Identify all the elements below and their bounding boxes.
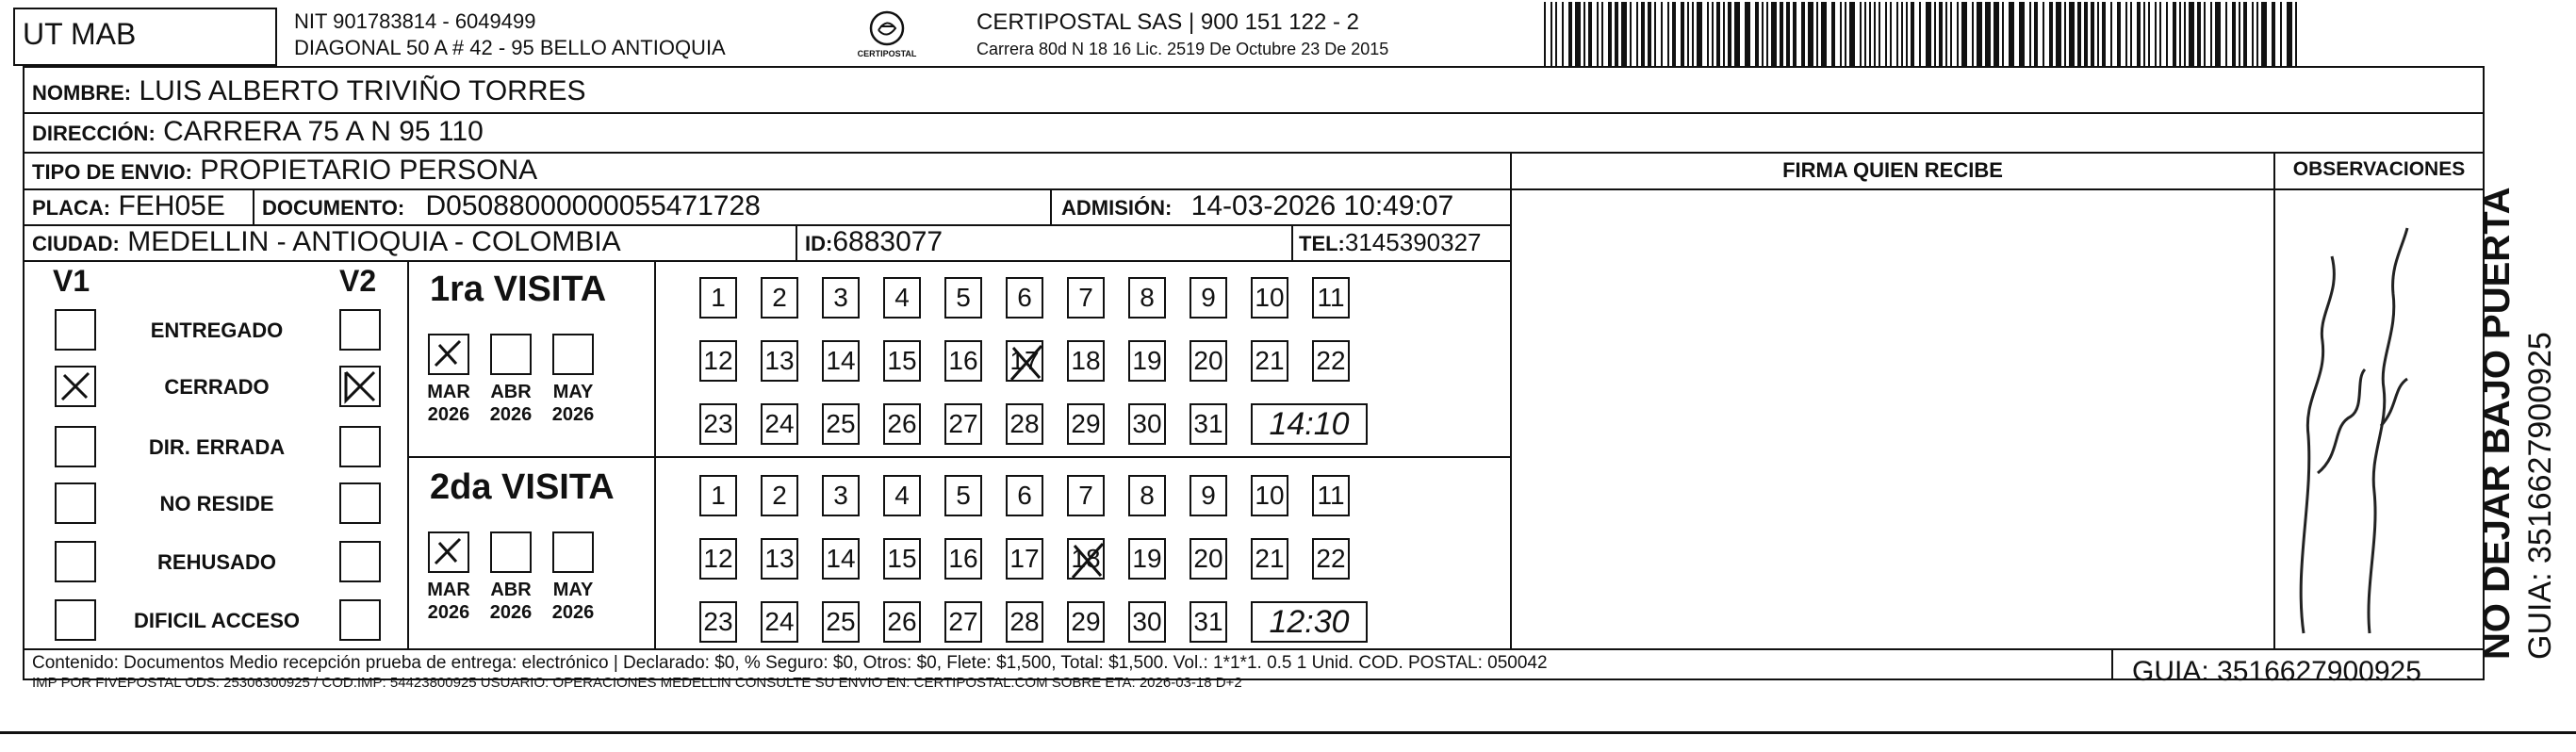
day-box[interactable]: 24 [761, 403, 798, 445]
firma-label: FIRMA QUIEN RECIBE [1782, 158, 2003, 182]
barcode-bar [1926, 2, 1931, 66]
barcode-bar [2084, 2, 2088, 66]
day-box[interactable]: 7 [1067, 277, 1105, 319]
day-box[interactable]: 30 [1128, 601, 1166, 643]
barcode-bar [2064, 2, 2066, 66]
day-box[interactable]: 20 [1190, 340, 1227, 382]
month-year: 2026 [427, 404, 470, 425]
barcode-bar [1793, 2, 1797, 66]
barcode-bar [1734, 2, 1740, 66]
direccion-row [32, 116, 484, 148]
barcode-bar [1562, 2, 1564, 66]
day-box[interactable]: 10 [1251, 277, 1288, 319]
month-name: MAR [427, 580, 470, 600]
v2-label: V2 [339, 264, 377, 298]
v2-checkbox[interactable] [339, 599, 381, 641]
barcode-bar [2189, 2, 2194, 66]
barcode-bar [1601, 2, 1603, 66]
barcode-bar [2173, 2, 2176, 66]
day-box[interactable]: 22 [1312, 538, 1350, 580]
barcode-bar [1845, 2, 1846, 66]
barcode-bar [2009, 2, 2014, 66]
barcode-bar [2143, 2, 2145, 66]
day-box[interactable]: 9 [1190, 475, 1227, 516]
v2-checkbox[interactable] [339, 541, 381, 582]
day-box[interactable]: 11 [1312, 475, 1350, 516]
sender-address: DIAGONAL 50 A # 42 - 95 BELLO ANTIOQUIA [294, 36, 726, 59]
barcode-bar [2272, 2, 2275, 66]
day-box[interactable]: 5 [944, 277, 982, 319]
tel-row [1299, 228, 1482, 257]
barcode-bar [1801, 2, 1805, 66]
barcode-bar [1697, 2, 1702, 66]
barcode-bar [1654, 2, 1656, 66]
barcode-bar [1615, 2, 1618, 66]
placa-label: PLACA: [32, 196, 111, 220]
v1-checkbox[interactable] [55, 541, 96, 582]
first-visit-title: 1ra VISITA [430, 270, 607, 309]
day-box[interactable]: 13 [761, 538, 798, 580]
no-dejar-warning: NO DEJAR BAJO PUERTA [2476, 187, 2518, 660]
barcode-bar [2166, 2, 2168, 66]
tipo-label: TIPO DE ENVIO: [32, 160, 192, 184]
day-box[interactable]: 14 [822, 538, 860, 580]
barcode-bar [2225, 2, 2227, 66]
month-checkbox[interactable] [428, 334, 469, 375]
placa-value: FEH05E [118, 190, 225, 221]
barcode-bar [1766, 2, 1768, 66]
barcode-bar [1707, 2, 1709, 66]
footer-line-2: IMP POR FIVEPOSTAL ODS: 25306300925 / COD.IMP: 54423800925 USUARIO: OPERACIONES MEDELLIN CONSULTE SU ENVIO EN: CERTIPOSTAL.COM SOBRE ETA: 2026-03-18 D+2 [32, 675, 1242, 691]
day-box[interactable]: 25 [822, 403, 860, 445]
day-box[interactable]: 18 [1067, 538, 1105, 580]
v2-checkbox[interactable] [339, 482, 381, 524]
barcode-bar [2287, 2, 2292, 66]
barcode-bar [1723, 2, 1725, 66]
day-box[interactable]: 4 [883, 277, 921, 319]
barcode-bar [1575, 2, 1581, 66]
side-guia: GUIA: 3516627900925 [2522, 332, 2558, 660]
ciudad-value: MEDELLIN - ANTIOQUIA - COLOMBIA [127, 226, 621, 257]
day-box[interactable]: 6 [1006, 277, 1043, 319]
documento-label: DOCUMENTO: [262, 196, 405, 220]
barcode-bar [1745, 2, 1750, 66]
day-box[interactable]: 12 [699, 538, 737, 580]
day-box[interactable]: 17 [1006, 340, 1043, 382]
day-box[interactable]: 15 [883, 340, 921, 382]
certipostal-logo [856, 8, 918, 64]
barcode-bar [2002, 2, 2004, 66]
month-label [545, 381, 601, 426]
barcode-bar [1869, 2, 1871, 66]
documento-value: D05088000000055471728 [425, 190, 761, 221]
barcode-bar [1911, 2, 1914, 66]
barcode-bar [1672, 2, 1676, 66]
day-box[interactable]: 10 [1251, 475, 1288, 516]
barcode-bar [1630, 2, 1632, 66]
barcode-bar [2210, 2, 2212, 66]
id-row [805, 226, 943, 258]
day-box[interactable]: 5 [944, 475, 982, 516]
day-box[interactable]: 26 [883, 403, 921, 445]
status-label: ENTREGADO [150, 319, 284, 342]
v1-checkbox[interactable] [55, 366, 96, 407]
barcode-bar [1544, 2, 1546, 66]
barcode-bar [1821, 2, 1827, 66]
barcode-bar [1901, 2, 1903, 66]
observaciones-label: OBSERVACIONES [2292, 158, 2466, 180]
day-box[interactable]: 11 [1312, 277, 1350, 319]
v1-label: V1 [53, 264, 90, 298]
v2-checkbox[interactable] [339, 426, 381, 467]
barcode-bar [1568, 2, 1572, 66]
tel-value: 3145390327 [1344, 228, 1482, 256]
barcode-bar [2155, 2, 2157, 66]
day-box[interactable]: 18 [1067, 340, 1105, 382]
barcode-bar [2239, 2, 2240, 66]
barcode-bar [2029, 2, 2031, 66]
courier-address: Carrera 80d N 18 16 Lic. 2519 De Octubre 23 De 2015 [976, 40, 1389, 58]
barcode-bar [1885, 2, 1887, 66]
month-checkbox[interactable] [490, 531, 532, 573]
day-box[interactable]: 14 [822, 340, 860, 382]
admision-row [1061, 190, 1453, 222]
tel-label: TEL: [1299, 232, 1345, 255]
day-box[interactable]: 16 [944, 340, 982, 382]
day-box[interactable]: 15 [883, 538, 921, 580]
barcode-bar [2215, 2, 2221, 66]
barcode-bar [1972, 2, 1974, 66]
second-visit-title: 2da VISITA [430, 467, 615, 507]
month-year: 2026 [489, 602, 533, 623]
direccion-value: CARRERA 75 A N 95 110 [163, 116, 484, 147]
barcode-bar [2097, 2, 2099, 66]
barcode-bar [2243, 2, 2247, 66]
day-box[interactable]: 31 [1190, 601, 1227, 643]
barcode-bar [1636, 2, 1638, 66]
barcode-bar [1716, 2, 1720, 66]
tipo-value: PROPIETARIO PERSONA [200, 155, 538, 186]
day-box[interactable]: 20 [1190, 538, 1227, 580]
status-label: REHUSADO [157, 550, 276, 574]
day-box[interactable]: 3 [822, 277, 860, 319]
barcode-bar [1945, 2, 1947, 66]
month-label [420, 381, 477, 426]
barcode-bar [1681, 2, 1684, 66]
barcode-bar [1588, 2, 1592, 66]
barcode-bar [2261, 2, 2267, 66]
month-year: 2026 [489, 404, 533, 425]
barcode-bar [1896, 2, 1898, 66]
nombre-row [32, 75, 586, 107]
day-box[interactable]: 9 [1190, 277, 1227, 319]
barcode-bar [1840, 2, 1842, 66]
barcode-bar [1621, 2, 1627, 66]
documento-row [262, 190, 761, 222]
barcode-bar [1919, 2, 1921, 66]
day-box[interactable]: 24 [761, 601, 798, 643]
day-box[interactable]: 1 [699, 475, 737, 516]
barcode-bar [1961, 2, 1967, 66]
day-box[interactable]: 22 [1312, 340, 1350, 382]
barcode-bar [1728, 2, 1731, 66]
barcode-bar [1816, 2, 1818, 66]
barcode-bar [2110, 2, 2112, 66]
footer-line-1: Contenido: Documentos Medio recepción prueba de entrega: electrónico | Declarado: $0, % Seguro: $0, Otros: $0, Flete: $1,500, Total: $1,500. Vol.: 1*1*1. 0.5 1 Unid. COD. POSTAL: 050042 [32, 653, 1548, 673]
barcode-bar [2077, 2, 2081, 66]
month-checkbox[interactable] [428, 531, 469, 573]
barcode-bar [2125, 2, 2127, 66]
v1-checkbox[interactable] [55, 309, 96, 351]
barcode [1544, 2, 2298, 66]
month-year: 2026 [551, 602, 595, 623]
month-name: ABR [490, 382, 532, 402]
barcode-bar [1667, 2, 1669, 66]
barcode-bar [1939, 2, 1943, 66]
month-name: MAY [552, 580, 594, 600]
v1-checkbox[interactable] [55, 426, 96, 467]
day-box[interactable]: 21 [1251, 538, 1288, 580]
month-label [483, 381, 539, 426]
day-box[interactable]: 29 [1067, 403, 1105, 445]
nombre-label: NOMBRE: [32, 81, 132, 105]
day-box[interactable]: 6 [1006, 475, 1043, 516]
barcode-bar [2102, 2, 2106, 66]
barcode-bar [1551, 2, 1552, 66]
barcode-bar [1692, 2, 1694, 66]
v2-checkbox[interactable] [339, 309, 381, 351]
logo-text: CERTIPOSTAL [857, 49, 917, 58]
day-box[interactable]: 23 [699, 403, 737, 445]
day-box[interactable]: 3 [822, 475, 860, 516]
v2-checkbox[interactable] [339, 366, 381, 407]
month-checkbox[interactable] [552, 531, 594, 573]
id-value: 6883077 [832, 226, 943, 257]
barcode-bar [2091, 2, 2094, 66]
barcode-bar [1762, 2, 1764, 66]
barcode-bar [1957, 2, 1959, 66]
admision-label: ADMISIÓN: [1061, 196, 1173, 220]
day-box[interactable]: 12 [699, 340, 737, 382]
barcode-bar [2148, 2, 2150, 66]
barcode-bar [2179, 2, 2181, 66]
month-name: ABR [490, 580, 532, 600]
barcode-bar [1771, 2, 1777, 66]
barcode-bar [2232, 2, 2236, 66]
month-label [483, 579, 539, 624]
month-name: MAR [427, 382, 470, 402]
month-name: MAY [552, 382, 594, 402]
status-label: DIFICIL ACCESO [133, 609, 300, 632]
barcode-bar [1934, 2, 1936, 66]
day-box[interactable]: 26 [883, 601, 921, 643]
day-box[interactable]: 8 [1128, 277, 1166, 319]
barcode-bar [1890, 2, 1892, 66]
barcode-bar [1849, 2, 1855, 66]
day-box[interactable]: 27 [944, 403, 982, 445]
id-label: ID: [805, 232, 833, 255]
day-box[interactable]: 27 [944, 601, 982, 643]
barcode-bar [1994, 2, 1999, 66]
barcode-bar [1874, 2, 1876, 66]
tipo-row [32, 155, 537, 187]
barcode-bar [2043, 2, 2044, 66]
barcode-bar [1608, 2, 1612, 66]
barcode-bar [1712, 2, 1714, 66]
barcode-bar [1831, 2, 1835, 66]
day-box[interactable]: 2 [761, 277, 798, 319]
month-checkbox[interactable] [490, 334, 532, 375]
barcode-bar [1641, 2, 1645, 66]
barcode-bar [2117, 2, 2121, 66]
barcode-bar [1950, 2, 1952, 66]
day-box[interactable]: 17 [1006, 538, 1043, 580]
day-box[interactable]: 1 [699, 277, 737, 319]
barcode-bar [2069, 2, 2075, 66]
barcode-bar [1597, 2, 1599, 66]
day-box[interactable]: 31 [1190, 403, 1227, 445]
status-label: CERRADO [164, 375, 270, 399]
day-box[interactable]: 23 [699, 601, 737, 643]
barcode-bar [1661, 2, 1663, 66]
day-box[interactable]: 13 [761, 340, 798, 382]
day-box[interactable]: 30 [1128, 403, 1166, 445]
month-year: 2026 [427, 602, 470, 623]
day-box[interactable]: 4 [883, 475, 921, 516]
time-written[interactable]: 12:30 [1251, 601, 1368, 643]
month-year: 2026 [551, 404, 595, 425]
ciudad-row [32, 226, 621, 258]
company-name: UT MAB [23, 17, 137, 51]
barcode-bar [1977, 2, 1982, 66]
day-box[interactable]: 16 [944, 538, 982, 580]
placa-row [32, 190, 225, 222]
barcode-bar [2197, 2, 2201, 66]
barcode-bar [2256, 2, 2258, 66]
nit: NIT 901783814 - 6049499 [294, 9, 536, 33]
day-box[interactable]: 7 [1067, 475, 1105, 516]
footer-guia: GUIA: 3516627900925 [2132, 656, 2421, 687]
barcode-bar [1755, 2, 1759, 66]
barcode-bar [1786, 2, 1790, 66]
month-label [545, 579, 601, 624]
barcode-bar [2159, 2, 2161, 66]
ciudad-label: CIUDAD: [32, 232, 120, 255]
day-box[interactable]: 21 [1251, 340, 1288, 382]
day-box[interactable]: 28 [1006, 601, 1043, 643]
barcode-bar [2204, 2, 2206, 66]
barcode-bar [1648, 2, 1651, 66]
barcode-bar [2049, 2, 2053, 66]
courier-name: CERTIPOSTAL SAS | 900 151 122 - 2 [976, 9, 1359, 35]
barcode-bar [1555, 2, 1557, 66]
barcode-bar [1583, 2, 1585, 66]
barcode-bar [1808, 2, 1813, 66]
day-box[interactable]: 28 [1006, 403, 1043, 445]
barcode-bar [1906, 2, 1908, 66]
handwritten-observation [2275, 190, 2483, 648]
barcode-bar [2137, 2, 2141, 66]
v1-checkbox[interactable] [55, 482, 96, 524]
month-label [420, 579, 477, 624]
barcode-bar [2252, 2, 2254, 66]
direccion-label: DIRECCIÓN: [32, 122, 156, 145]
day-box[interactable]: 29 [1067, 601, 1105, 643]
barcode-bar [2130, 2, 2132, 66]
day-box[interactable]: 19 [1128, 538, 1166, 580]
time-written[interactable]: 14:10 [1251, 403, 1368, 445]
day-box[interactable]: 2 [761, 475, 798, 516]
status-label: NO RESIDE [159, 492, 274, 515]
barcode-bar [1780, 2, 1783, 66]
day-box[interactable]: 25 [822, 601, 860, 643]
day-box[interactable]: 19 [1128, 340, 1166, 382]
admision-value: 14-03-2026 10:49:07 [1190, 190, 1454, 221]
barcode-bar [2295, 2, 2297, 66]
barcode-bar [1985, 2, 1991, 66]
v1-checkbox[interactable] [55, 599, 96, 641]
month-checkbox[interactable] [552, 334, 594, 375]
barcode-bar [1687, 2, 1689, 66]
nombre-value: LUIS ALBERTO TRIVIÑO TORRES [139, 75, 586, 106]
barcode-bar [1879, 2, 1880, 66]
status-label: DIR. ERRADA [148, 435, 286, 459]
day-box[interactable]: 8 [1128, 475, 1166, 516]
barcode-bar [2184, 2, 2186, 66]
barcode-bar [1860, 2, 1862, 66]
barcode-bar [2056, 2, 2061, 66]
barcode-bar [2280, 2, 2282, 66]
barcode-bar [2019, 2, 2025, 66]
barcode-bar [2034, 2, 2038, 66]
barcode-bar [1864, 2, 1866, 66]
